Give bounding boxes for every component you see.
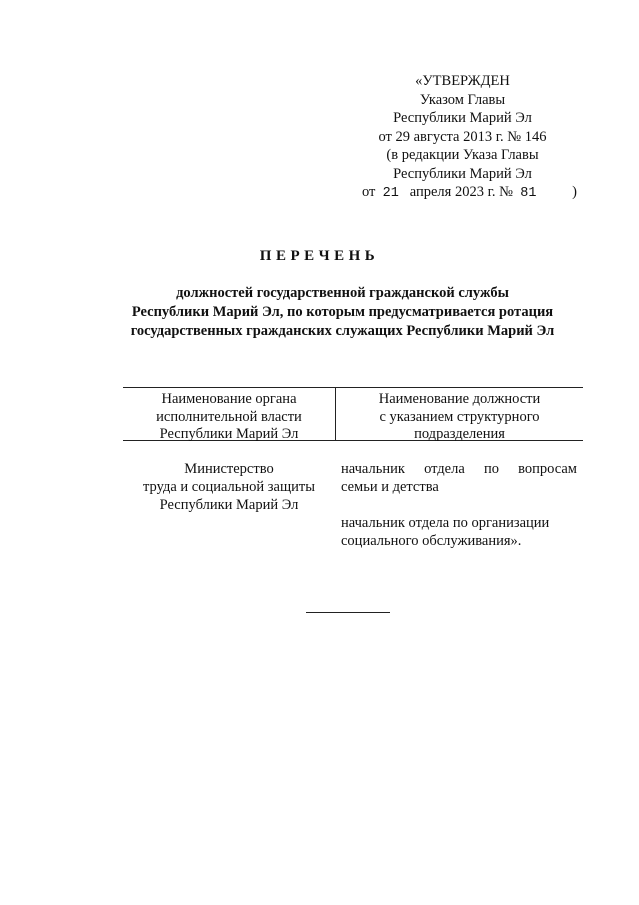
header-position-line: Наименование должности bbox=[378, 391, 541, 407]
revision-closing-paren: ) bbox=[572, 184, 577, 200]
header-org-column bbox=[123, 388, 336, 440]
subtitle-line-2: Республики Марий Эл, по которым предусматривается ротация bbox=[131, 304, 554, 320]
approval-revision-republic: Республики Марий Эл bbox=[393, 165, 532, 182]
organization-cell bbox=[123, 460, 335, 514]
header-position-line: подразделения bbox=[414, 426, 505, 442]
organization-line: труда и социальной защиты bbox=[143, 479, 315, 495]
document-title: ПЕРЕЧЕНЬ bbox=[259, 248, 380, 264]
position-1-word: отдела bbox=[424, 461, 465, 477]
revision-date-month: апреля 2023 г. № bbox=[409, 184, 513, 200]
position-2-line-1: начальник отдела по организации bbox=[341, 515, 550, 531]
header-org-line: Республики Марий Эл bbox=[159, 426, 299, 442]
revision-date-prefix: от bbox=[362, 184, 376, 200]
header-position-column bbox=[336, 388, 583, 440]
approval-block bbox=[340, 72, 585, 204]
approval-heading: «УТВЕРЖДЕН bbox=[415, 73, 510, 89]
header-org-line: исполнительной власти bbox=[156, 408, 302, 425]
header-org-line: Наименование органа bbox=[161, 391, 297, 407]
organization-line: Министерство bbox=[184, 461, 274, 477]
header-position-line: с указанием структурного bbox=[379, 408, 540, 425]
approval-decree: Указом Главы bbox=[419, 91, 506, 108]
position-1-line-1 bbox=[341, 460, 577, 478]
approval-date: от 29 августа 2013 г. № 146 bbox=[378, 128, 547, 145]
position-item-2 bbox=[341, 514, 577, 550]
position-1-word: по bbox=[483, 461, 499, 477]
approval-revision: (в редакции Указа Главы bbox=[386, 147, 539, 163]
organization-line: Республики Марий Эл bbox=[159, 497, 299, 513]
table-header bbox=[123, 387, 583, 441]
revision-date-day: 21 bbox=[382, 186, 399, 201]
end-separator-line bbox=[306, 612, 390, 613]
position-item-1 bbox=[341, 460, 577, 496]
position-1-word: начальник bbox=[341, 461, 405, 477]
revision-number: 81 bbox=[520, 186, 537, 201]
approval-revision-date bbox=[340, 183, 585, 204]
document-subtitle bbox=[90, 284, 595, 341]
subtitle-line-1: должностей государственной гражданской службы bbox=[176, 285, 509, 301]
position-1-line-2: семьи и детства bbox=[341, 479, 439, 495]
position-2-line-2: социального обслуживания». bbox=[341, 533, 522, 549]
subtitle-line-3: государственных гражданских служащих Республики Марий Эл bbox=[130, 323, 555, 339]
position-1-word: вопросам bbox=[518, 461, 577, 477]
approval-republic: Республики Марий Эл bbox=[393, 110, 532, 126]
